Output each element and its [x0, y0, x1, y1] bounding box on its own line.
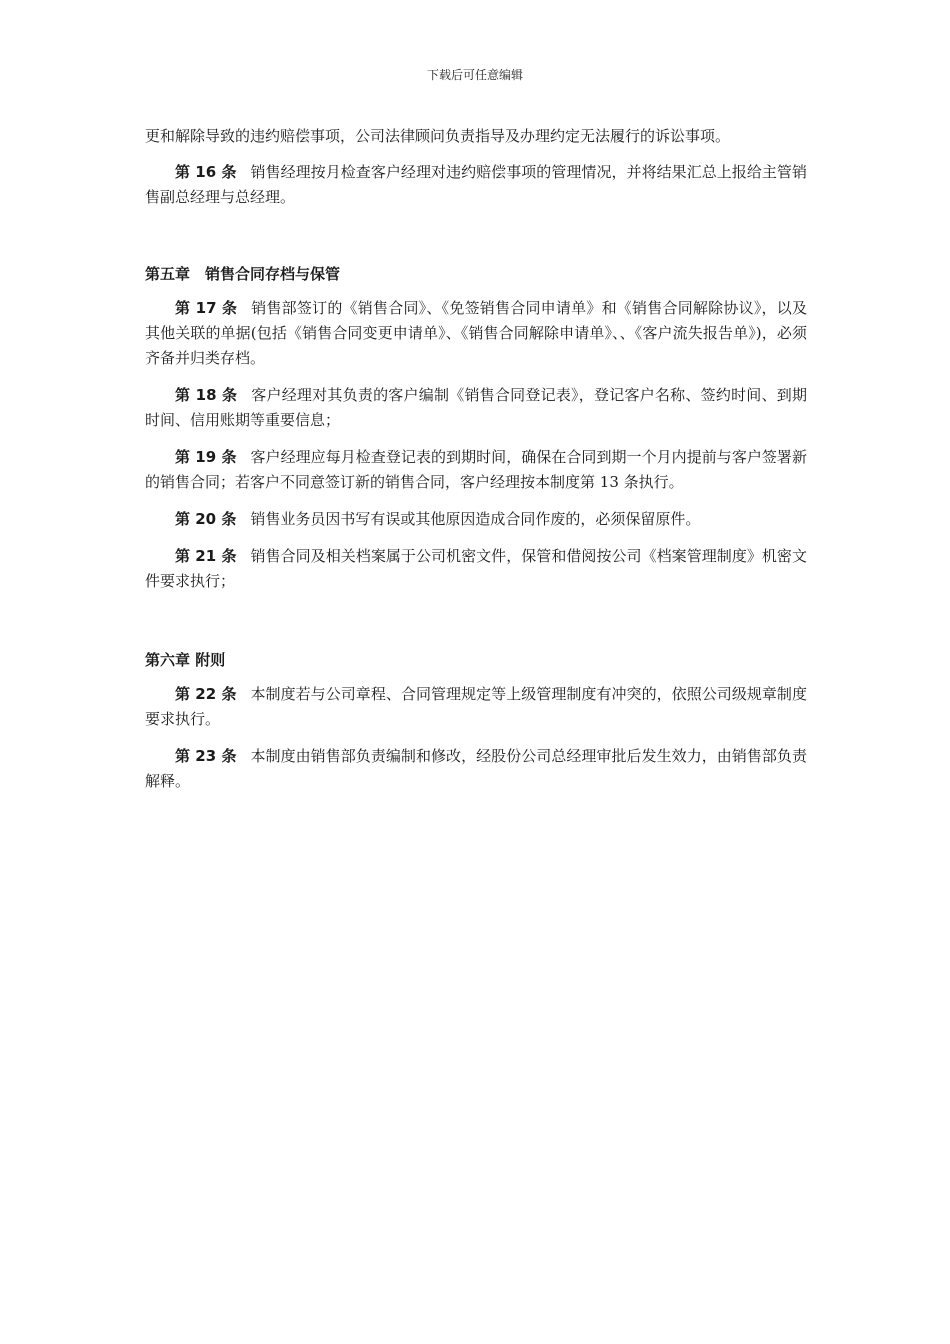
- article-text: 本制度由销售部负责编制和修改，经股份公司总经理审批后发生效力，由销售部负责解释。: [145, 747, 807, 790]
- chapter-5-heading: 第五章 销售合同存档与保管: [145, 265, 341, 283]
- article-20: [145, 507, 807, 532]
- article-text: 销售经理按月检查客户经理对违约赔偿事项的管理情况，并将结果汇总上报给主管销售副总经理与总经理。: [145, 163, 807, 206]
- article-text: 本制度若与公司章程、合同管理规定等上级管理制度有冲突的，依照公司级规章制度要求执行。: [145, 685, 807, 728]
- chapter-6-heading: 第六章 附则: [145, 651, 226, 669]
- article-number: 第 22 条: [175, 685, 237, 703]
- article-number: 第 18 条: [175, 386, 238, 404]
- article-19: [145, 445, 807, 495]
- article-number: 第 19 条: [175, 448, 237, 466]
- article-number: 第 20 条: [175, 510, 237, 528]
- article-number: 第 17 条: [175, 299, 238, 317]
- article-number: 第 16 条: [175, 163, 237, 181]
- article-18: [145, 383, 807, 433]
- article-21: [145, 544, 807, 594]
- article-text: 客户经理对其负责的客户编制《销售合同登记表》，登记客户名称、签约时间、到期时间、信用账期等重要信息；: [145, 386, 807, 429]
- article-23: [145, 744, 807, 794]
- article-text: 销售部签订的《销售合同》、《免签销售合同申请单》和《销售合同解除协议》，以及其他关联的单据(包括《销售合同变更申请单》、《销售合同解除申请单》、、《客户流失报告单》)，必须齐备并归类存档。: [145, 299, 807, 367]
- page-header: 下载后可任意编辑: [426, 68, 523, 82]
- article-text: 销售合同及相关档案属于公司机密文件，保管和借阅按公司《档案管理制度》机密文件要求执行；: [145, 547, 807, 590]
- article-text: 销售业务员因书写有误或其他原因造成合同作废的，必须保留原件。: [250, 510, 701, 528]
- document-body: [145, 124, 807, 806]
- article-17: [145, 296, 807, 371]
- article-text: 客户经理应每月检查登记表的到期时间，确保在合同到期一个月内提前与客户签署新的销售合同；若客户不同意签订新的销售合同，客户经理按本制度第 13 条执行。: [145, 448, 807, 491]
- article-16: [145, 160, 807, 210]
- continuation-paragraph: 更和解除导致的违约赔偿事项，公司法律顾问负责指导及办理约定无法履行的诉讼事项。: [145, 127, 731, 145]
- article-number: 第 21 条: [175, 547, 237, 565]
- article-number: 第 23 条: [175, 747, 237, 765]
- article-22: [145, 682, 807, 732]
